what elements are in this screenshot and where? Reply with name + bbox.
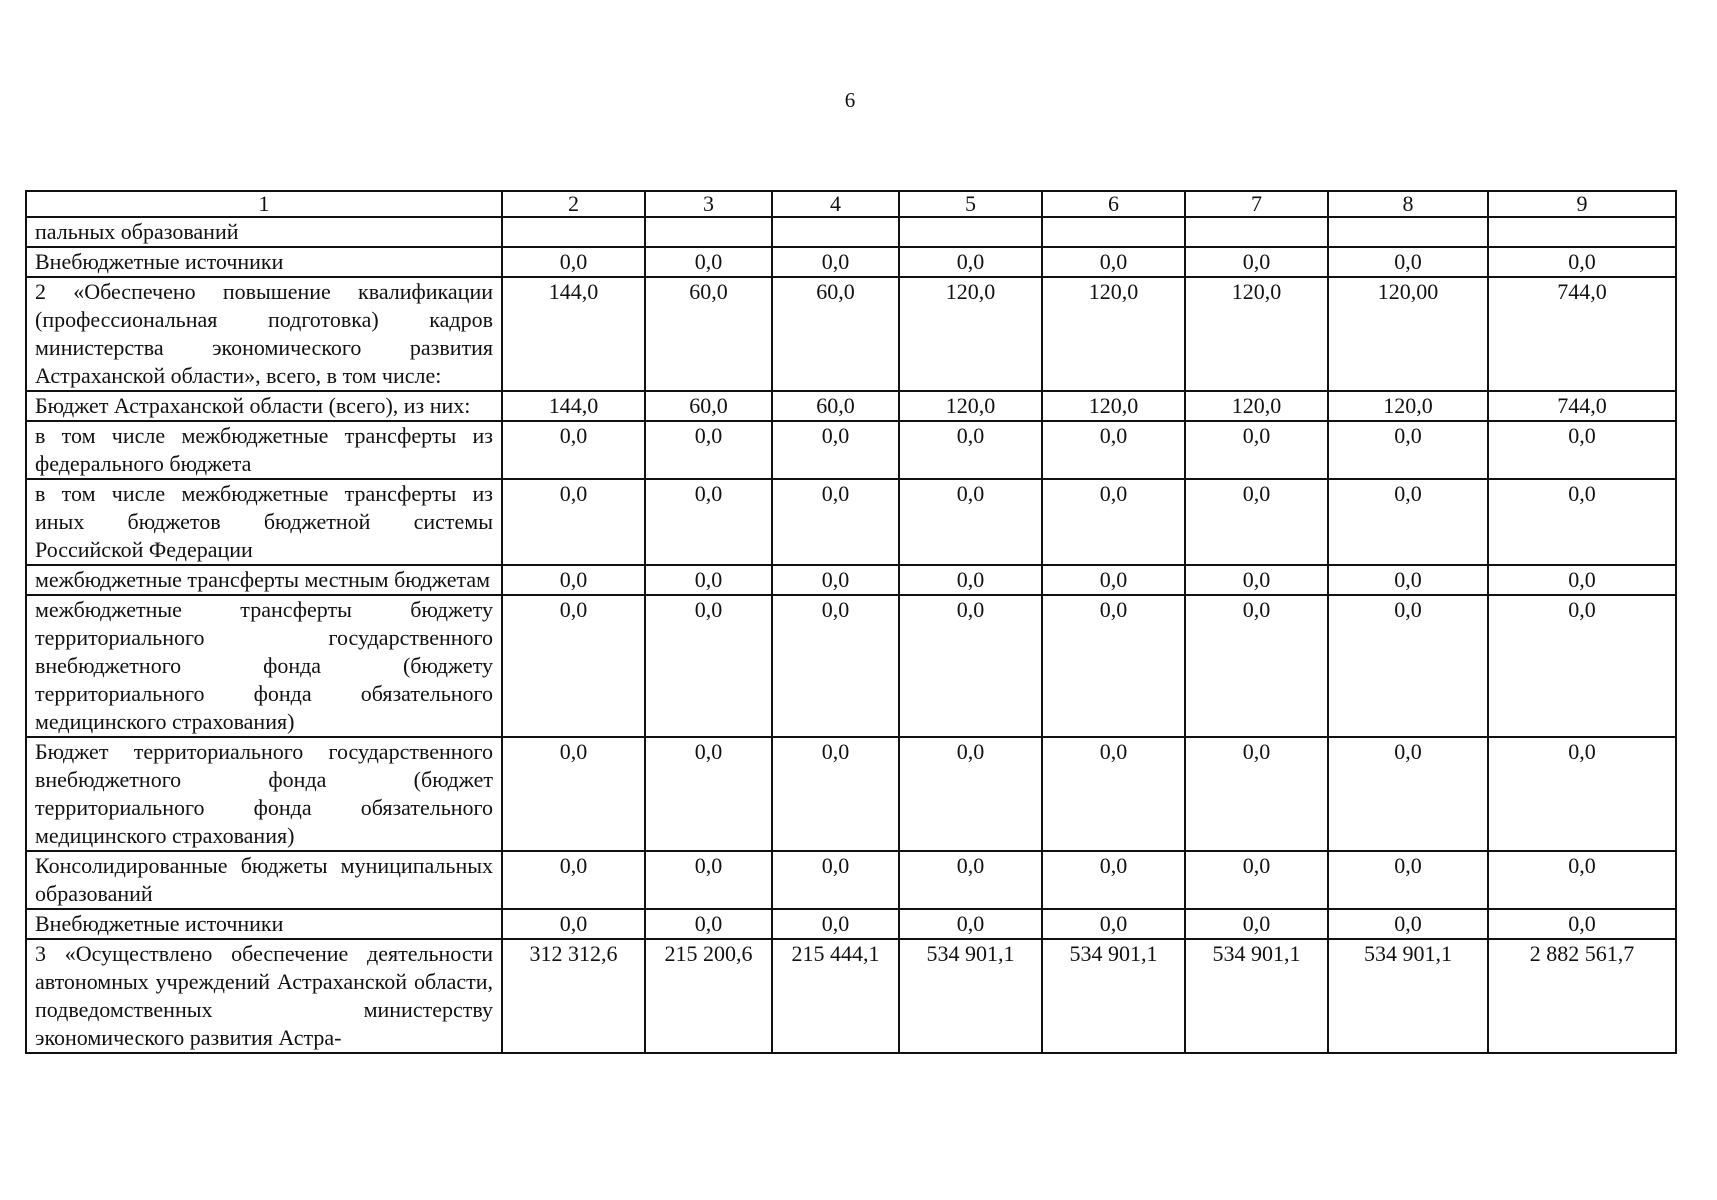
table-row — [26, 247, 1676, 277]
value-cell: 0,0 — [645, 421, 772, 479]
value-cell: 0,0 — [1488, 565, 1676, 595]
value-cell: 144,0 — [502, 391, 645, 421]
value-cell: 0,0 — [645, 565, 772, 595]
row-label: в том числе межбюджетные трансферты из иных бюджетов бюджетной системы Российской Федерации — [26, 479, 502, 565]
row-label: межбюджетные трансферты бюджету территориального государственного внебюджетного фонда (бюджету территориального фонда обязательного медицинского страхования) — [26, 595, 502, 737]
value-cell: 0,0 — [772, 247, 899, 277]
column-header: 8 — [1328, 191, 1488, 217]
column-header: 9 — [1488, 191, 1676, 217]
table-row — [26, 851, 1676, 909]
value-cell: 0,0 — [772, 595, 899, 737]
value-cell: 60,0 — [772, 391, 899, 421]
value-cell: 0,0 — [899, 595, 1042, 737]
value-cell: 0,0 — [1488, 595, 1676, 737]
value-cell: 0,0 — [1042, 737, 1185, 851]
table-row — [26, 939, 1676, 1053]
value-cell: 0,0 — [1185, 851, 1328, 909]
value-cell: 0,0 — [1488, 421, 1676, 479]
value-cell: 744,0 — [1488, 391, 1676, 421]
value-cell: 0,0 — [1185, 737, 1328, 851]
value-cell: 215 444,1 — [772, 939, 899, 1053]
value-cell: 120,0 — [899, 277, 1042, 391]
value-cell — [1488, 217, 1676, 247]
value-cell: 0,0 — [1328, 479, 1488, 565]
table-row — [26, 391, 1676, 421]
value-cell: 0,0 — [1328, 565, 1488, 595]
column-header: 2 — [502, 191, 645, 217]
value-cell: 120,0 — [899, 391, 1042, 421]
row-label: Бюджет территориального государственного внебюджетного фонда (бюджет территориального фонда обязательного медицинского страхования) — [26, 737, 502, 851]
value-cell: 0,0 — [645, 851, 772, 909]
header-row — [26, 191, 1676, 217]
value-cell: 120,0 — [1042, 277, 1185, 391]
value-cell — [1328, 217, 1488, 247]
value-cell — [1185, 217, 1328, 247]
value-cell: 0,0 — [1042, 247, 1185, 277]
value-cell: 0,0 — [1185, 247, 1328, 277]
row-label: 3 «Осуществлено обеспечение деятельности автономных учреждений Астраханской области, подведомственных министерству экономического развития Астра- — [26, 939, 502, 1053]
value-cell: 0,0 — [1488, 851, 1676, 909]
table-row — [26, 217, 1676, 247]
row-label: межбюджетные трансферты местным бюджетам — [26, 565, 502, 595]
value-cell: 0,0 — [772, 479, 899, 565]
value-cell: 0,0 — [645, 479, 772, 565]
table-row — [26, 421, 1676, 479]
row-label: Внебюджетные источники — [26, 247, 502, 277]
value-cell: 60,0 — [645, 391, 772, 421]
value-cell: 0,0 — [899, 565, 1042, 595]
value-cell: 0,0 — [772, 909, 899, 939]
value-cell: 0,0 — [1488, 909, 1676, 939]
value-cell: 60,0 — [772, 277, 899, 391]
value-cell: 0,0 — [1328, 737, 1488, 851]
value-cell: 0,0 — [1042, 595, 1185, 737]
value-cell: 0,0 — [1488, 479, 1676, 565]
column-header: 6 — [1042, 191, 1185, 217]
table-row — [26, 909, 1676, 939]
value-cell: 0,0 — [645, 595, 772, 737]
value-cell: 0,0 — [1185, 565, 1328, 595]
value-cell: 0,0 — [502, 421, 645, 479]
row-label: Бюджет Астраханской области (всего), из них: — [26, 391, 502, 421]
table-row — [26, 737, 1676, 851]
value-cell: 120,0 — [1042, 391, 1185, 421]
table-row — [26, 277, 1676, 391]
value-cell: 0,0 — [899, 247, 1042, 277]
value-cell: 0,0 — [502, 851, 645, 909]
value-cell: 0,0 — [645, 737, 772, 851]
value-cell: 0,0 — [502, 565, 645, 595]
row-label: Консолидированные бюджеты муниципальных образований — [26, 851, 502, 909]
column-header: 3 — [645, 191, 772, 217]
value-cell: 0,0 — [1042, 851, 1185, 909]
value-cell: 60,0 — [645, 277, 772, 391]
value-cell: 534 901,1 — [1185, 939, 1328, 1053]
row-label: Внебюджетные источники — [26, 909, 502, 939]
value-cell: 0,0 — [645, 909, 772, 939]
value-cell — [772, 217, 899, 247]
page-number: 6 — [844, 88, 856, 112]
value-cell: 2 882 561,7 — [1488, 939, 1676, 1053]
value-cell: 0,0 — [1328, 421, 1488, 479]
value-cell: 0,0 — [502, 479, 645, 565]
value-cell: 0,0 — [1328, 595, 1488, 737]
row-label: в том числе межбюджетные трансферты из федерального бюджета — [26, 421, 502, 479]
table-row — [26, 565, 1676, 595]
value-cell: 0,0 — [899, 479, 1042, 565]
table-row — [26, 479, 1676, 565]
value-cell: 0,0 — [502, 737, 645, 851]
value-cell: 534 901,1 — [1042, 939, 1185, 1053]
column-header: 7 — [1185, 191, 1328, 217]
value-cell: 120,00 — [1328, 277, 1488, 391]
value-cell: 534 901,1 — [1328, 939, 1488, 1053]
value-cell: 0,0 — [502, 595, 645, 737]
value-cell: 0,0 — [1488, 737, 1676, 851]
table-body — [26, 217, 1676, 1053]
value-cell: 312 312,6 — [502, 939, 645, 1053]
value-cell — [645, 217, 772, 247]
value-cell: 0,0 — [899, 851, 1042, 909]
value-cell: 0,0 — [1042, 421, 1185, 479]
value-cell: 0,0 — [899, 421, 1042, 479]
value-cell: 120,0 — [1328, 391, 1488, 421]
value-cell: 0,0 — [772, 851, 899, 909]
value-cell: 0,0 — [1185, 421, 1328, 479]
value-cell: 144,0 — [502, 277, 645, 391]
row-label: пальных образований — [26, 217, 502, 247]
value-cell: 0,0 — [1042, 909, 1185, 939]
value-cell: 534 901,1 — [899, 939, 1042, 1053]
value-cell — [1042, 217, 1185, 247]
value-cell: 0,0 — [502, 247, 645, 277]
value-cell: 215 200,6 — [645, 939, 772, 1053]
budget-table — [25, 190, 1677, 1054]
value-cell: 0,0 — [1185, 909, 1328, 939]
value-cell: 0,0 — [1042, 565, 1185, 595]
value-cell — [502, 217, 645, 247]
value-cell: 0,0 — [1185, 595, 1328, 737]
value-cell — [899, 217, 1042, 247]
value-cell: 0,0 — [772, 565, 899, 595]
value-cell: 0,0 — [1042, 479, 1185, 565]
value-cell: 0,0 — [899, 909, 1042, 939]
value-cell: 0,0 — [1328, 851, 1488, 909]
column-header: 1 — [26, 191, 502, 217]
value-cell: 0,0 — [502, 909, 645, 939]
value-cell: 120,0 — [1185, 391, 1328, 421]
table-row — [26, 595, 1676, 737]
value-cell: 0,0 — [1185, 479, 1328, 565]
column-header: 4 — [772, 191, 899, 217]
value-cell: 744,0 — [1488, 277, 1676, 391]
value-cell: 0,0 — [1328, 247, 1488, 277]
value-cell: 0,0 — [772, 737, 899, 851]
value-cell: 0,0 — [645, 247, 772, 277]
value-cell: 0,0 — [1488, 247, 1676, 277]
column-header: 5 — [899, 191, 1042, 217]
value-cell: 0,0 — [772, 421, 899, 479]
value-cell: 0,0 — [1328, 909, 1488, 939]
row-label: 2 «Обеспечено повышение квалификации (профессиональная подготовка) кадров министерства экономического развития Астраханской области», всего, в том числе: — [26, 277, 502, 391]
value-cell: 0,0 — [899, 737, 1042, 851]
value-cell: 120,0 — [1185, 277, 1328, 391]
